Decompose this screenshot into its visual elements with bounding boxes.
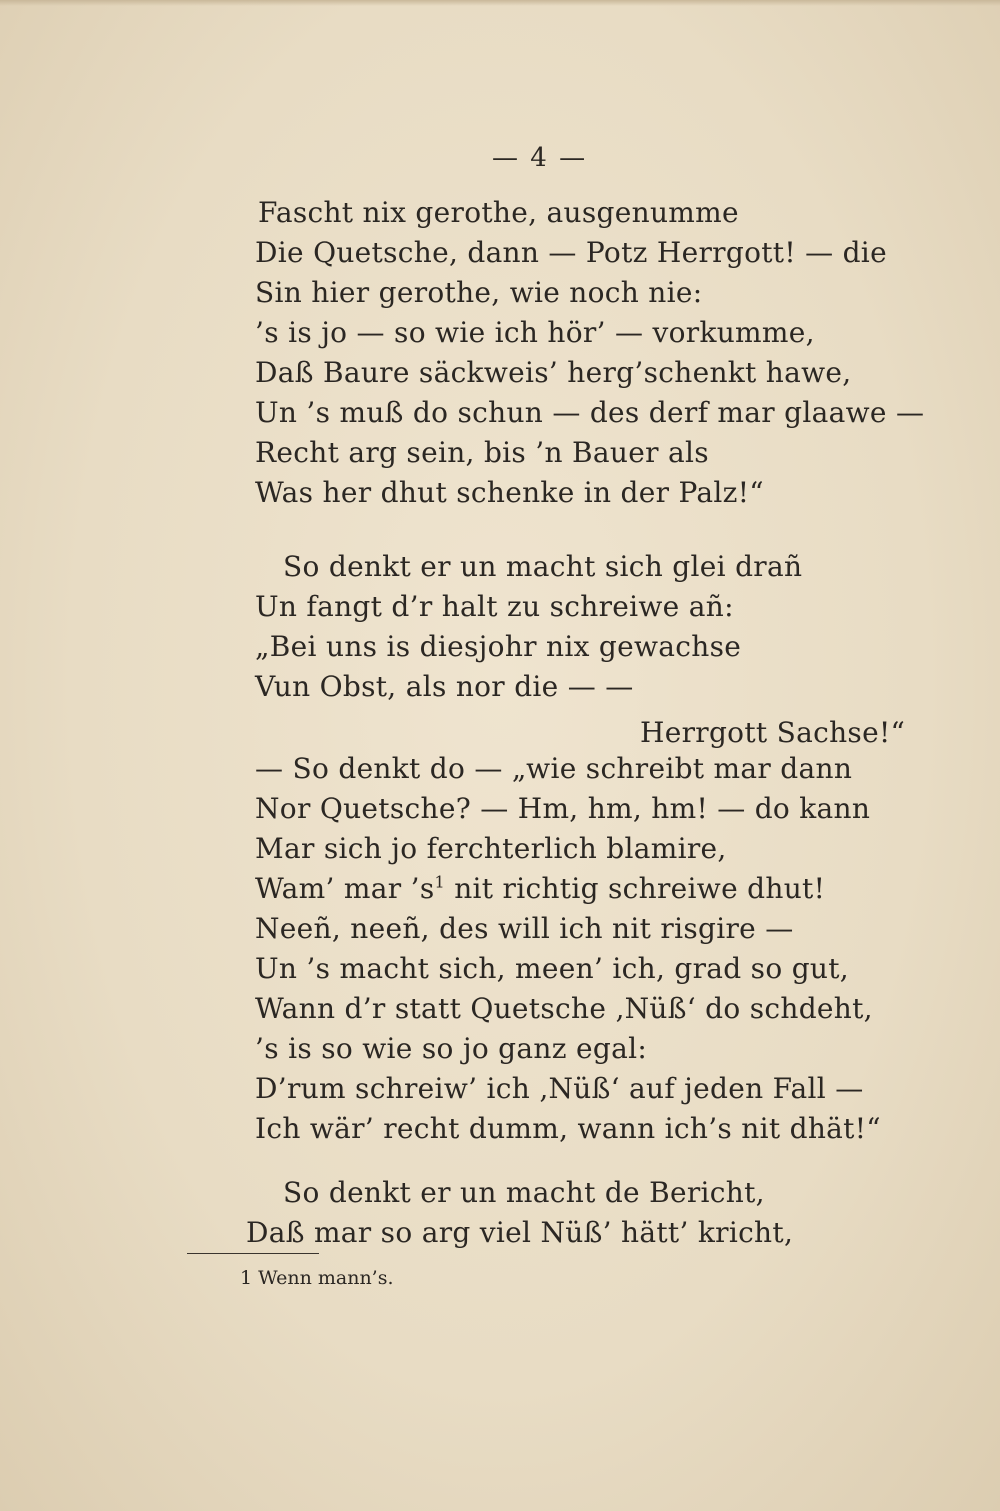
verse-line: Un ’s muß do schun — des derf mar glaawe — [255, 396, 925, 429]
page-number: — 4 — [492, 143, 588, 173]
verse-line: Nor Quetsche? — Hm, hm, hm! — do kann [255, 792, 871, 825]
verse-line: Fascht nix gerothe, ausgenumme [258, 196, 739, 229]
verse-line: Neeñ, neeñ, des will ich nit risgire — [255, 912, 794, 945]
verse-line: Ich wär’ recht dumm, wann ich’s nit dhät!“ [255, 1112, 881, 1145]
verse-text: nit richtig schreiwe dhut! [454, 872, 826, 905]
verse-line: Daß mar so arg viel Nüß’ hätt’ kricht, [246, 1216, 794, 1249]
verse-line: Was her dhut schenke in der Palz!“ [255, 476, 764, 509]
footnote-marker: 1 [434, 872, 445, 892]
footnote-rule [187, 1253, 319, 1254]
verse-text: Wam’ mar ’s [255, 872, 435, 905]
verse-line: Recht arg sein, bis ’n Bauer als [255, 436, 709, 469]
footnote: 1 Wenn mann’s. [240, 1267, 394, 1289]
verse-line: Sin hier gerothe, wie noch nie: [255, 276, 703, 309]
verse-line: Un fangt d’r halt zu schreiwe añ: [255, 590, 734, 623]
verse-line: D’rum schreiw’ ich ‚Nüß‘ auf jeden Fall — [255, 1072, 864, 1105]
verse-line: Die Quetsche, dann — Potz Herrgott! — die [255, 236, 887, 269]
verse-line: ’s is so wie so jo ganz egal: [255, 1032, 648, 1065]
verse-line: Un ’s macht sich, meen’ ich, grad so gut, [255, 952, 850, 985]
verse-line: — So denkt do — „wie schreibt mar dann [255, 752, 853, 785]
verse-line: Daß Baure säckweis’ herg’schenkt hawe, [255, 356, 852, 389]
verse-line: Mar sich jo ferchterlich blamire, [255, 832, 727, 865]
page-top-edge [0, 0, 1000, 6]
verse-line-with-footnote [255, 872, 825, 906]
verse-line: So denkt er un macht de Bericht, [283, 1176, 765, 1209]
verse-line: Wann d’r statt Quetsche ‚Nüß‘ do schdeht, [255, 992, 873, 1025]
verse-line: „Bei uns is diesjohr nix gewachse [255, 630, 742, 663]
verse-line: Vun Obst, als nor die — — [255, 670, 634, 703]
verse-line: Herrgott Sachse!“ [640, 716, 906, 749]
verse-line: So denkt er un macht sich glei drañ [283, 550, 803, 583]
verse-line: ’s is jo — so wie ich hör’ — vorkumme, [255, 316, 815, 349]
